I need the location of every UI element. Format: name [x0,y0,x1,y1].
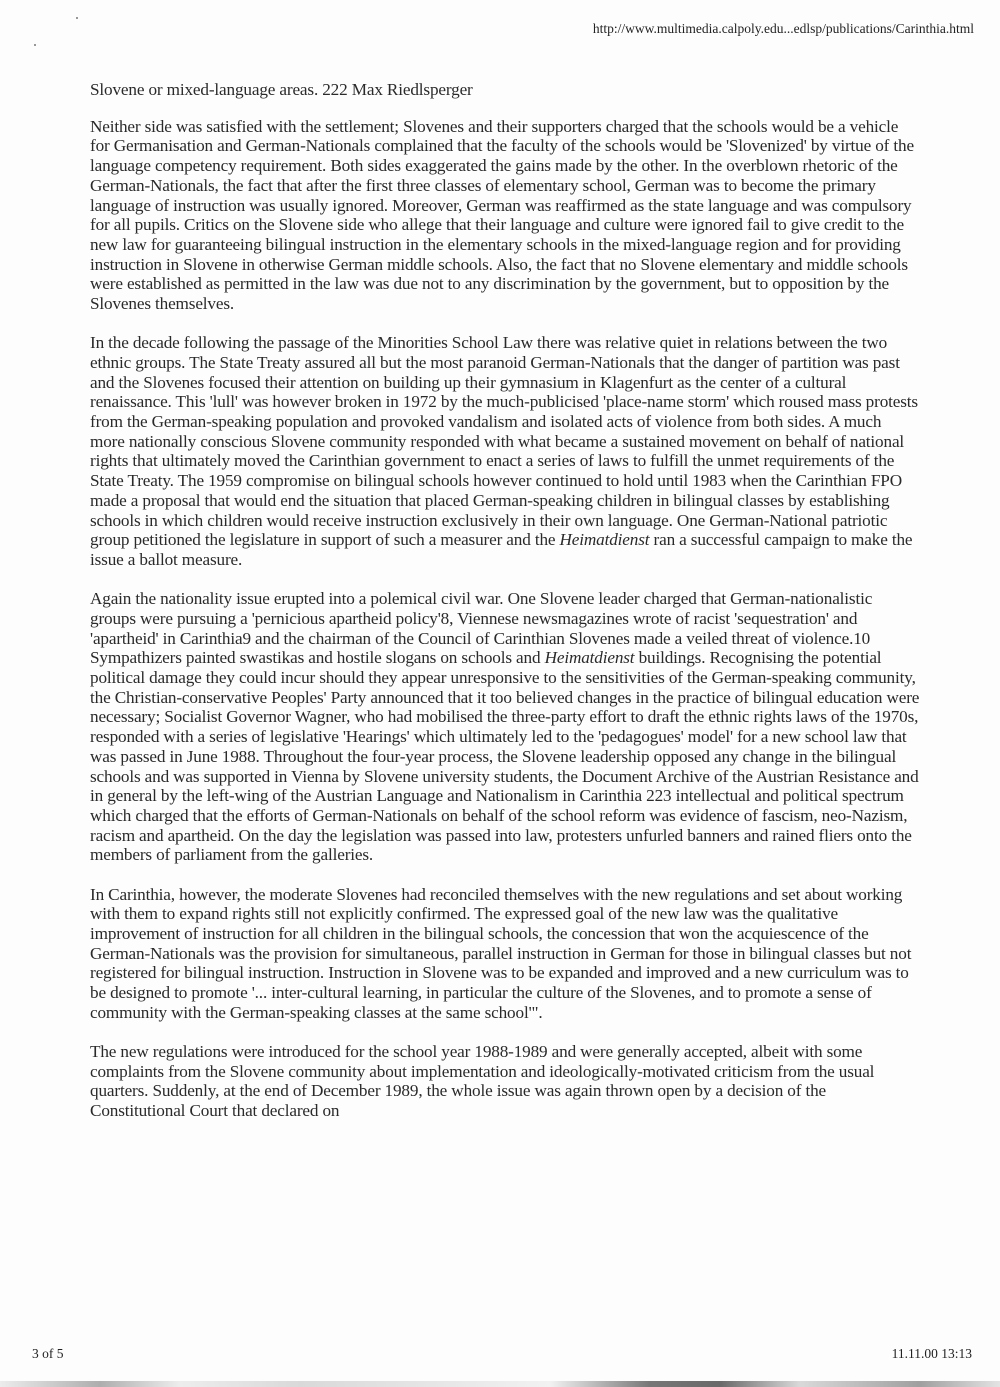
paragraph-decade [90,333,920,569]
page-url-header: http://www.multimedia.calpoly.edu...edlsp/publications/Carinthia.html [592,21,974,36]
paragraph-text: ran a successful campaign to make the issue a ballot measure. [90,530,913,569]
scan-speck [34,44,36,46]
italic-term: Heimatdienst [544,648,635,668]
paragraph-new-regulations: The new regulations were introduced for the school year 1988-1989 and were generally accepted, albeit with some complaints from the Slovene community about implementation and ideologically-motivated criticism from the usual quarters. Suddenly, at the end of December 1989, the whole issue was again thrown open by a decision of the Constitutional Court that declared on [90,1041,875,1121]
paragraph-civil-war [90,589,920,865]
paragraph-text: buildings. Recognising the potential political damage they could incur should they appear unresponsive to the sensitivities of the German-speaking community, the Christian-conservative Peoples' Party announced that it too believed changes in the practice of bilingual education were necessary; Socialist Governor Wagner, who had mobilised the three-party effort to draft the ethnic rights laws of the 1970s, responded with a series of legislative 'Hearings' which ultimately led to the 'pedagogues' model' for a new school law that was passed in June 1988. Throughout the four-year process, the Slovene leadership opposed any change in the bilingual schools and was supported in Vienna by Slovene university students, the Document Archive of the Austrian Resistance and in general by the left-wing of the Austrian Language and Nationalism in Carinthia 223 intellectual and political spectrum which charged that the efforts of German-Nationals on behalf of the school reform was evidence of fascism, neo-Nazism, racism and apartheid. On the day the legislation was passed into law, protesters unfurled banners and rained fliers onto the members of parliament from the galleries. [90,648,920,865]
scan-bottom-edge [0,1381,1000,1387]
lead-line: Slovene or mixed-language areas. 222 Max Riedlsperger [90,80,473,99]
italic-term: Heimatdienst [559,530,650,550]
paragraph-settlement: Neither side was satisfied with the settlement; Slovenes and their supporters charged that the schools would be a vehicle for Germanisation and German-Nationals complained that the faculty of the schools would be 'Slovenized' by virtue of the language competency requirement. Both sides exaggerated the gains made by the other. In the overblown rhetoric of the German-Nationals, the fact that after the first three classes of elementary school, German was to become the primary language of instruction was usually ignored. Moreover, German was reaffirmed as the state language and was compulsory for all pupils. Critics on the Slovene side who allege that their language and culture were ignored fail to give credit to the new law for guaranteeing bilingual instruction in the elementary schools in the mixed-language region and for providing instruction in Slovene in otherwise German middle schools. Also, the fact that no Slovene elementary and middle schools were established as permitted in the law was due not to any discrimination by the government, but to opposition by the Slovenes themselves. [90,116,914,314]
scan-speck [76,17,78,19]
page-indicator: 3 of 5 [32,1346,64,1361]
print-timestamp: 11.11.00 13:13 [891,1346,972,1361]
paragraph-text: Again the nationality issue erupted into a polemical civil war. One Slovene leader charged that German-nationalistic groups were pursuing a 'pernicious apartheid policy'8, Viennese newsmagazines wrote of racist 'sequestration' and 'apartheid' in Carinthia9 and the chairman of the Council of Carinthian Slovenes made a veiled threat of violence.10 Sympathizers painted swastikas and hostile slogans on schools and [90,589,873,668]
paragraph-carinthia: In Carinthia, however, the moderate Slovenes had reconciled themselves with the new regulations and set about working with them to expand rights still not explicitly confirmed. The expressed goal of the new law was the qualitative improvement of instruction for all children in the bilingual schools, the concession that won the acquiescence of the German-Nationals was the provision for simultaneous, parallel instruction in German for those in bilingual classes but not registered for bilingual instruction. Instruction in Slovene was to be expanded and improved and a new curriculum was to be designed to promote '... inter-cultural learning, in particular the culture of the Slovenes, and to promote a sense of community with the German-speaking classes at the same school'". [90,884,912,1022]
document-body [90,80,920,1140]
paragraph-text: In the decade following the passage of the Minorities School Law there was relative quiet in relations between the two ethnic groups. The State Treaty assured all but the most paranoid German-Nationals that the danger of partition was past and the Slovenes focused their attention on building up their gymnasium in Klagenfurt as the center of a cultural renaissance. This 'lull' was however broken in 1972 by the much-publicised 'place-name storm' which roused mass protests from the German-speaking population and provoked vandalism and isolated acts of violence from both sides. A much more nationally conscious Slovene community responded with what became a sustained movement on behalf of national rights that ultimately moved the Carinthian government to enact a series of laws to fulfill the unmet requirements of the State Treaty. The 1959 compromise on bilingual schools however continued to hold until 1983 when the Carinthian FPO made a proposal that would end the situation that placed German-speaking children in bilingual classes by establishing schools in which children would receive instruction exclusively in their own language. One German-National patriotic group petitioned the legislature in support of such a measurer and the [90,333,918,550]
